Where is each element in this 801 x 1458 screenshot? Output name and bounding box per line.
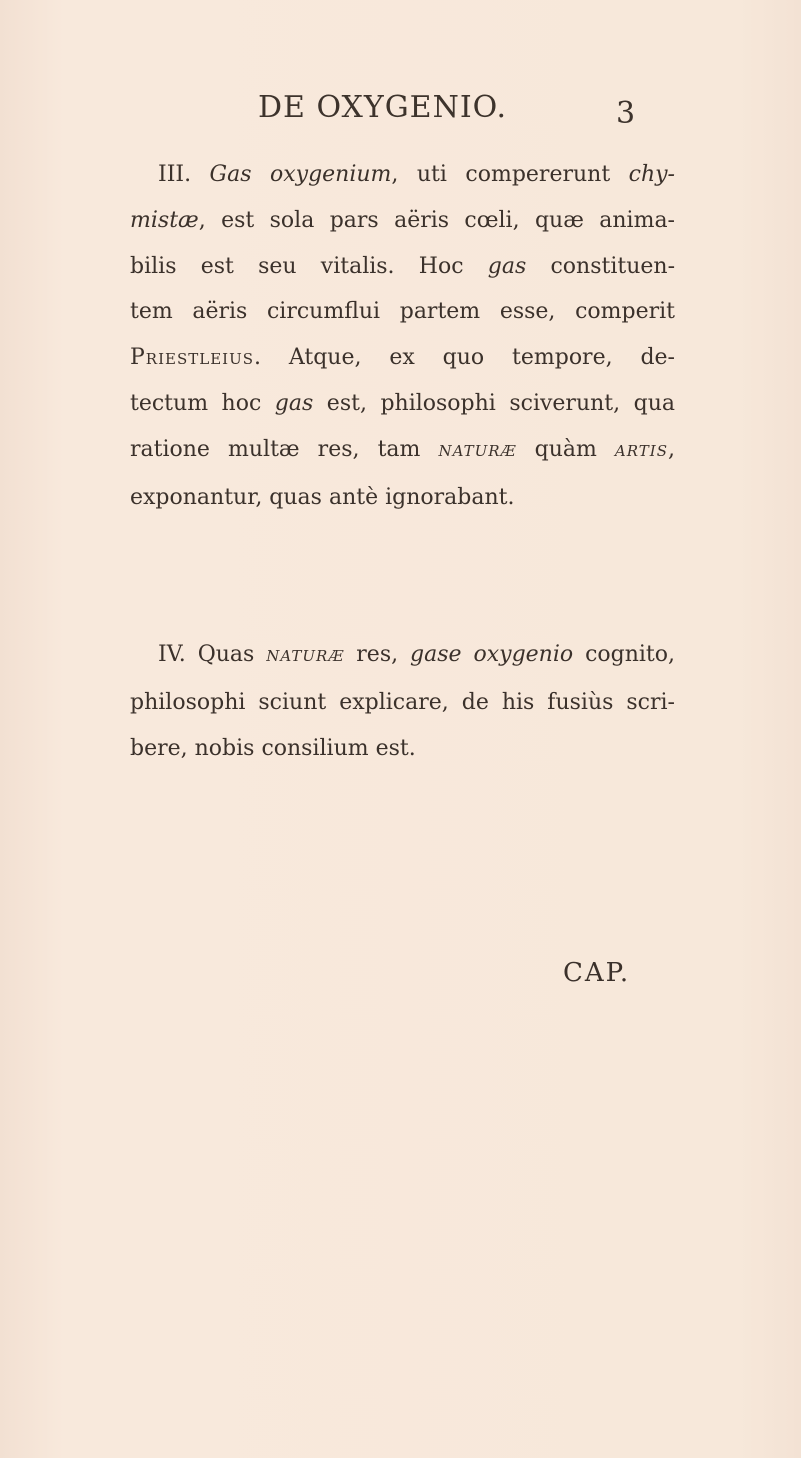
catchword: CAP. xyxy=(563,958,631,988)
text-line: IV. Quas NATURÆ res, gase oxygenio cognito, xyxy=(158,642,676,667)
text-line: ratione multæ res, tam NATURÆ quàm ARTIS, xyxy=(130,436,675,462)
paragraph-iii xyxy=(130,152,675,520)
text-line: Priestleius. Atque, ex quo tempore, de- xyxy=(130,345,675,371)
text-line: mistæ, est sola pars aëris cœli, quæ anima- xyxy=(130,207,675,233)
page-number: 3 xyxy=(616,96,636,131)
paragraph-iv xyxy=(130,632,675,771)
text-line: tem aëris circumflui partem esse, comperit xyxy=(130,299,675,325)
text-line: bilis est seu vitalis. Hoc gas constituen- xyxy=(130,253,676,279)
text-line: exponantur, quas antè ignorabant. xyxy=(130,484,515,510)
running-title: DE OXYGENIO. xyxy=(258,90,508,125)
paragraph-number: IV. xyxy=(158,642,186,667)
author-name: Priestleius xyxy=(130,345,255,371)
page-header xyxy=(0,90,801,138)
text-line: philosophi sciunt explicare, de his fusiùs scri- xyxy=(130,689,675,715)
text-line: III. Gas oxygenium, uti compererunt chy- xyxy=(158,162,675,187)
paragraph-number: III. xyxy=(158,162,192,187)
text-line: tectum hoc gas est, philosophi sciverunt, qua xyxy=(130,390,675,416)
text-line: bere, nobis consilium est. xyxy=(130,735,416,761)
